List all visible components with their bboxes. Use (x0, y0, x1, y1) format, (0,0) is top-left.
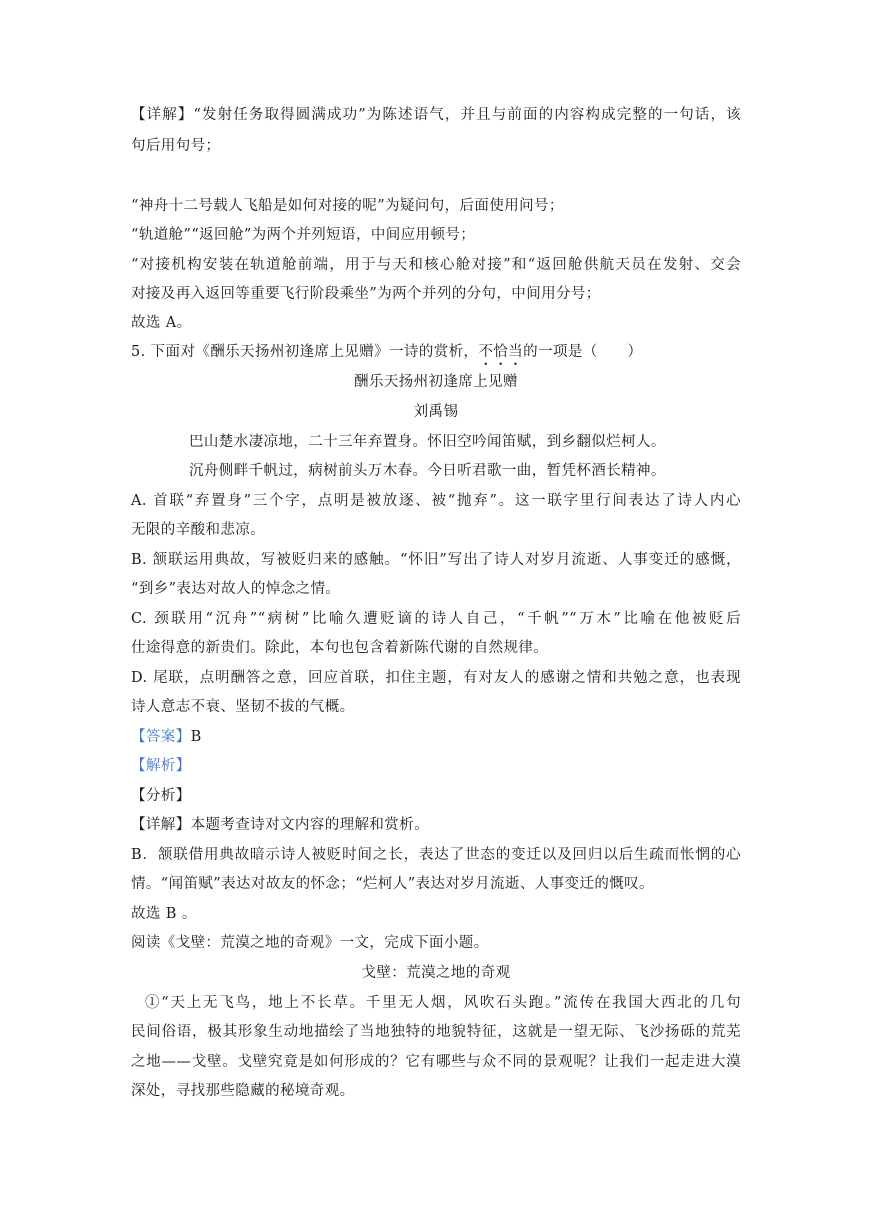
option-b-line2: “到乡”表达对故人的悼念之情。 (131, 581, 341, 597)
detail-p2: “神舟十二号载人飞船是如何对接的呢”为疑问句，后面使用问号； (131, 198, 564, 214)
detail-b-line2: 情。“闻笛赋”表达对故友的怀念；“烂柯人”表达对岁月流逝、人事变迁的慨叹。 (131, 876, 654, 892)
poem-title: 酬乐天扬州初逢席上见赠 (354, 374, 518, 390)
poem-line1: 巴山楚水凄凉地，二十三年弃置身。怀旧空吟闻笛赋，到乡翻似烂柯人。 (189, 434, 666, 450)
stem-before: 5. 下面对《酬乐天扬州初逢席上见赠》一诗的赏析， (131, 344, 479, 360)
detail-p1-line1: 【详解】“发射任务取得圆满成功”为陈述语气，并且与前面的内容构成完整的一句话，该 (131, 107, 741, 123)
answer-row (131, 727, 741, 747)
reading-instruction: 阅读《戈壁：荒漠之地的奇观》一文，完成下面小题。 (131, 935, 489, 951)
option-a-line2: 无限的辛酸和悲凉。 (131, 522, 266, 538)
option-b-line1: B. 颔联运用典故，写被贬归来的感触。“怀旧”写出了诗人对岁月流逝、人事变迁的感慨， (131, 552, 741, 568)
question5-conclusion: 故选 B 。 (131, 906, 197, 922)
option-c-line2: 仕途得意的新贵们。除此，本句也包含着新陈代谢的自然规律。 (131, 640, 549, 656)
answer-value: B (190, 729, 202, 745)
poem-author: 刘禹锡 (413, 404, 459, 420)
option-d-line2: 诗人意志不衰、坚韧不拔的气概。 (131, 699, 355, 715)
detail-p1-line2: 句后用句号； (131, 138, 221, 154)
option-a-line1: A. 首联“弃置身”三个字，点明是被放逐、被“抛弃”。这一联字里行间表达了诗人内心 (131, 493, 741, 509)
fenxi-label: 【分析】 (131, 788, 191, 804)
poem-line2: 沉舟侧畔千帆过，病树前头万木春。今日听君歌一曲，暂凭杯酒长精神。 (189, 463, 666, 479)
detail-p4-line2: 对接及再入返回等重要飞行阶段乘坐”为两个并列的分句，中间用分号； (131, 286, 601, 302)
para1-line2: 民间俗语，极其形象生动地描绘了当地独特的地貌特征，这就是一望无际、飞沙扬砾的荒芜 (131, 1024, 741, 1040)
stem-emphasis-char: 恰 (493, 344, 509, 360)
article-title: 戈壁：荒漠之地的奇观 (361, 965, 511, 981)
detail-b-line1: B．颔联借用典故暗示诗人被贬时间之长，表达了世态的变迁以及回归以后生疏而怅惘的心 (131, 847, 741, 863)
detail-conclusion: 故选 A。 (131, 315, 192, 331)
para1-line4: 深处，寻找那些隐藏的秘境奇观。 (131, 1083, 355, 1099)
para1-line1: ①“天上无飞鸟，地上不长草。千里无人烟，风吹石头跑。”流传在我国大西北的几句 (145, 995, 741, 1011)
option-d-line1: D. 尾联，点明酬答之意，回应首联，扣住主题，有对友人的感谢之情和共勉之意，也表现 (131, 670, 741, 686)
detail-p4-line1: “对接机构安装在轨道舱前端，用于与天和核心舱对接”和“返回舱供航天员在发射、交会 (131, 257, 741, 273)
question5-stem (131, 342, 741, 362)
stem-after: 的一项是（ ） (523, 344, 643, 360)
para1-line3: 之地——戈壁。戈壁究竟是如何形成的？它有哪些与众不同的景观呢？让我们一起走进大漠 (131, 1054, 741, 1070)
answer-label: 【答案】 (131, 729, 191, 745)
stem-emphasis-char: 不 (478, 344, 494, 360)
option-c-line1: C. 颈联用“沉舟”“病树”比喻久遭贬谪的诗人自己，“千帆”“万木”比喻在他被贬后 (131, 611, 741, 627)
stem-emphasis-char: 当 (508, 344, 524, 360)
analysis-label: 【解析】 (131, 758, 191, 774)
detail-line: 【详解】本题考查诗对文内容的理解和赏析。 (131, 817, 429, 833)
detail-p3: “轨道舱”“返回舱”为两个并列短语，中间应用顿号； (131, 227, 476, 243)
